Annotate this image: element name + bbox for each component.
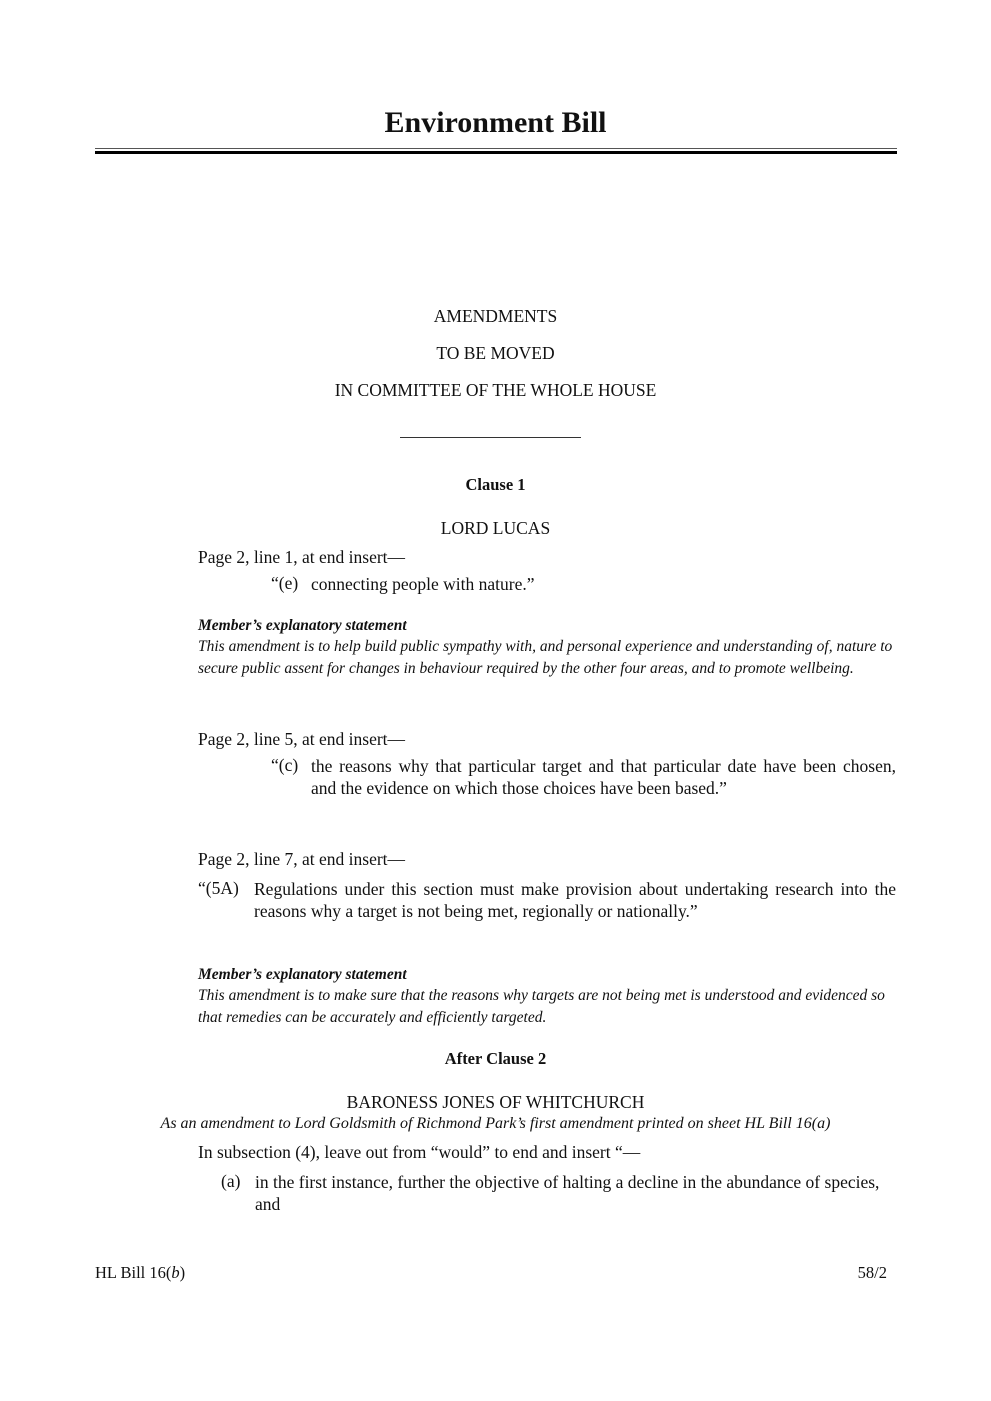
amendment-instruction: Page 2, line 7, at end insert— [198, 849, 406, 869]
amendment-instruction: Page 2, line 1, at end insert— [198, 547, 406, 567]
bill-reference [95, 1263, 185, 1283]
bill-ref-suffix: ) [179, 1263, 186, 1282]
clause-heading: Clause 1 [465, 475, 526, 494]
amendment-instruction: In subsection (4), leave out from “would” to end and insert “— [198, 1142, 641, 1162]
amendment-text [198, 878, 896, 922]
bill-ref-letter: b [171, 1263, 180, 1282]
document-title: Environment Bill [384, 106, 607, 139]
explanatory-heading: Member’s explanatory statement [198, 617, 407, 634]
title-rule-thin [95, 148, 897, 149]
explanatory-text: This amendment is to help build public sympathy with, and personal experience and understanding of, nature to secure public assent for changes in behaviour required by the other four areas, and to promote wellbeing. [198, 638, 893, 677]
member-name: LORD LUCAS [440, 518, 551, 538]
amendment-instruction: Page 2, line 5, at end insert— [198, 729, 406, 749]
item-number: “(e) [271, 573, 299, 593]
title-rule-thick [95, 151, 897, 154]
page-number: 58/2 [857, 1263, 887, 1282]
item-text: the reasons why that particular target and that particular date have been chosen, and the evidence on which those choices have been based.” [311, 756, 896, 798]
item-text: connecting people with nature.” [311, 574, 535, 594]
amendment-text [271, 755, 896, 799]
amendment-text [221, 1171, 896, 1215]
heading-line-3: IN COMMITTEE OF THE WHOLE HOUSE [334, 380, 657, 400]
amendment-note: As an amendment to Lord Goldsmith of Richmond Park’s first amendment printed on sheet HL Bill 16(a) [160, 1115, 831, 1132]
item-number: (a) [221, 1171, 241, 1191]
item-number: “(5A) [198, 878, 239, 898]
bill-ref-prefix: HL Bill 16( [95, 1263, 172, 1282]
explanatory-heading: Member’s explanatory statement [198, 966, 407, 983]
amendment-text [271, 573, 896, 595]
section-divider [400, 437, 581, 438]
item-text: in the first instance, further the objective of halting a decline in the abundance of species, and [255, 1172, 880, 1214]
member-name: BARONESS JONES OF WHITCHURCH [346, 1092, 645, 1112]
heading-line-2: TO BE MOVED [436, 343, 555, 363]
item-number: “(c) [271, 755, 299, 775]
explanatory-text: This amendment is to make sure that the reasons why targets are not being met is understood and evidenced so that remedies can be accurately and efficiently targeted. [198, 987, 885, 1026]
clause-heading: After Clause 2 [444, 1049, 547, 1068]
heading-line-1: AMENDMENTS [433, 306, 558, 326]
item-text: Regulations under this section must make provision about undertaking research into the reasons why a target is not being met, regionally or nationally.” [254, 879, 896, 921]
